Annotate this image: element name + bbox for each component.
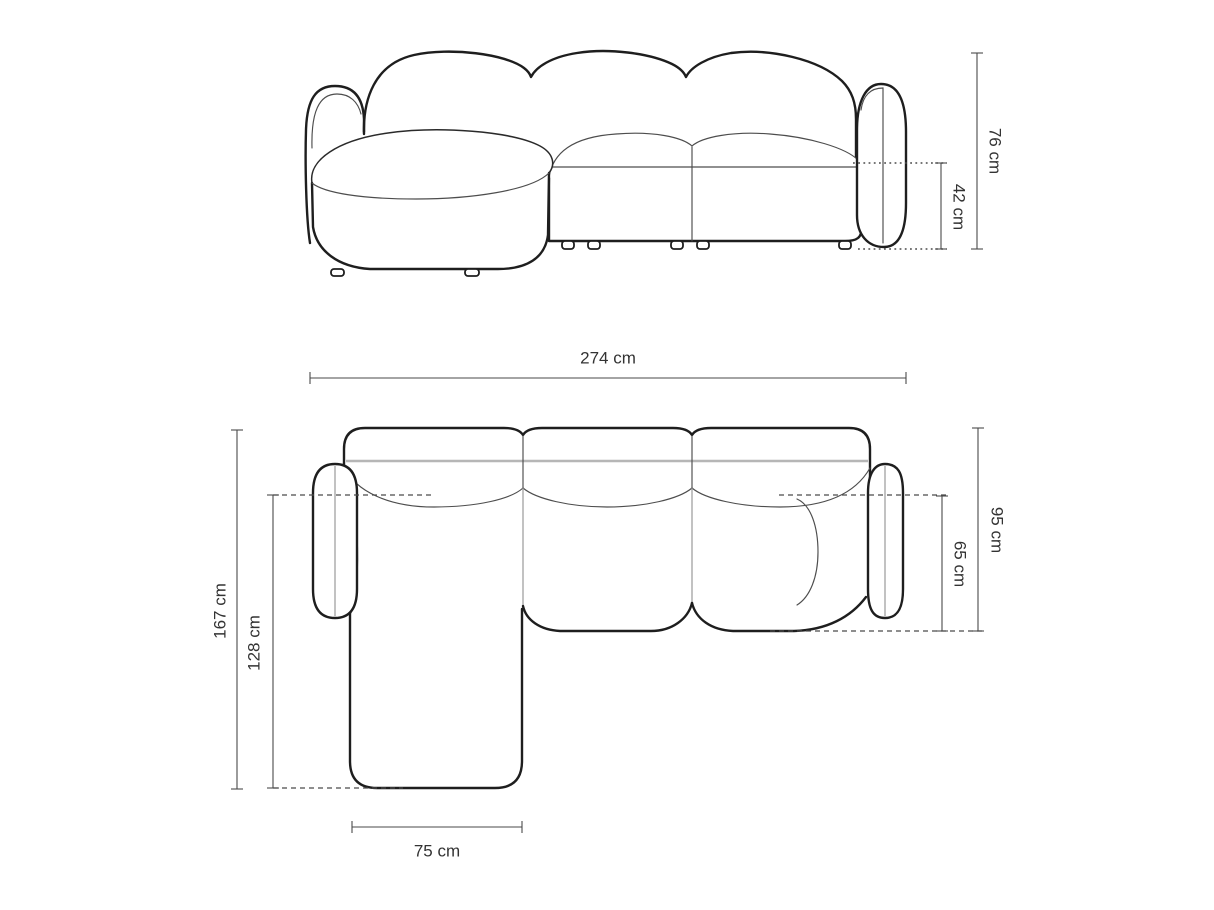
top-plan-view bbox=[210, 428, 1006, 860]
dim-chaise-depth-label: 128 cm bbox=[244, 615, 264, 671]
plan-middle-seat-front-edge bbox=[523, 603, 692, 631]
plan-back-row-fill bbox=[344, 428, 870, 504]
plan-right-seat-front-edge bbox=[692, 597, 866, 631]
dim-body-depth-label: 95 cm bbox=[987, 506, 1007, 554]
dim-total-height-label: 76 cm bbox=[985, 127, 1005, 175]
sofa-foot bbox=[465, 269, 479, 276]
sofa-foot bbox=[697, 241, 709, 249]
dim-seat-height bbox=[935, 163, 969, 249]
dim-total-height bbox=[971, 53, 1005, 249]
front-chaise-fill bbox=[312, 130, 553, 269]
dim-chaise-width bbox=[352, 821, 522, 860]
dim-total-width-label: 274 cm bbox=[580, 348, 636, 368]
dim-seat-depth-label: 65 cm bbox=[950, 540, 970, 588]
sofa-foot bbox=[588, 241, 600, 249]
dim-seat-depth bbox=[936, 496, 970, 631]
front-right-armrest bbox=[857, 84, 906, 247]
front-seats-fill bbox=[549, 133, 862, 241]
sofa-foot bbox=[839, 241, 851, 249]
dim-chaise-depth bbox=[244, 495, 279, 788]
dim-total-width bbox=[310, 348, 906, 384]
dim-total-depth-label: 167 cm bbox=[210, 583, 230, 639]
front-left-armrest-inner-line bbox=[312, 94, 361, 148]
dim-chaise-width-label: 75 cm bbox=[413, 841, 461, 861]
sofa-foot bbox=[562, 241, 574, 249]
plan-chaise-outline bbox=[350, 609, 522, 788]
dim-total-depth bbox=[210, 430, 243, 789]
dim-body-depth bbox=[972, 428, 1007, 631]
front-elevation-view bbox=[306, 51, 1005, 276]
sofa-foot bbox=[671, 241, 683, 249]
dim-seat-height-label: 42 cm bbox=[949, 183, 969, 231]
sofa-foot bbox=[331, 269, 344, 276]
plan-right-seat-side-line bbox=[797, 499, 818, 605]
